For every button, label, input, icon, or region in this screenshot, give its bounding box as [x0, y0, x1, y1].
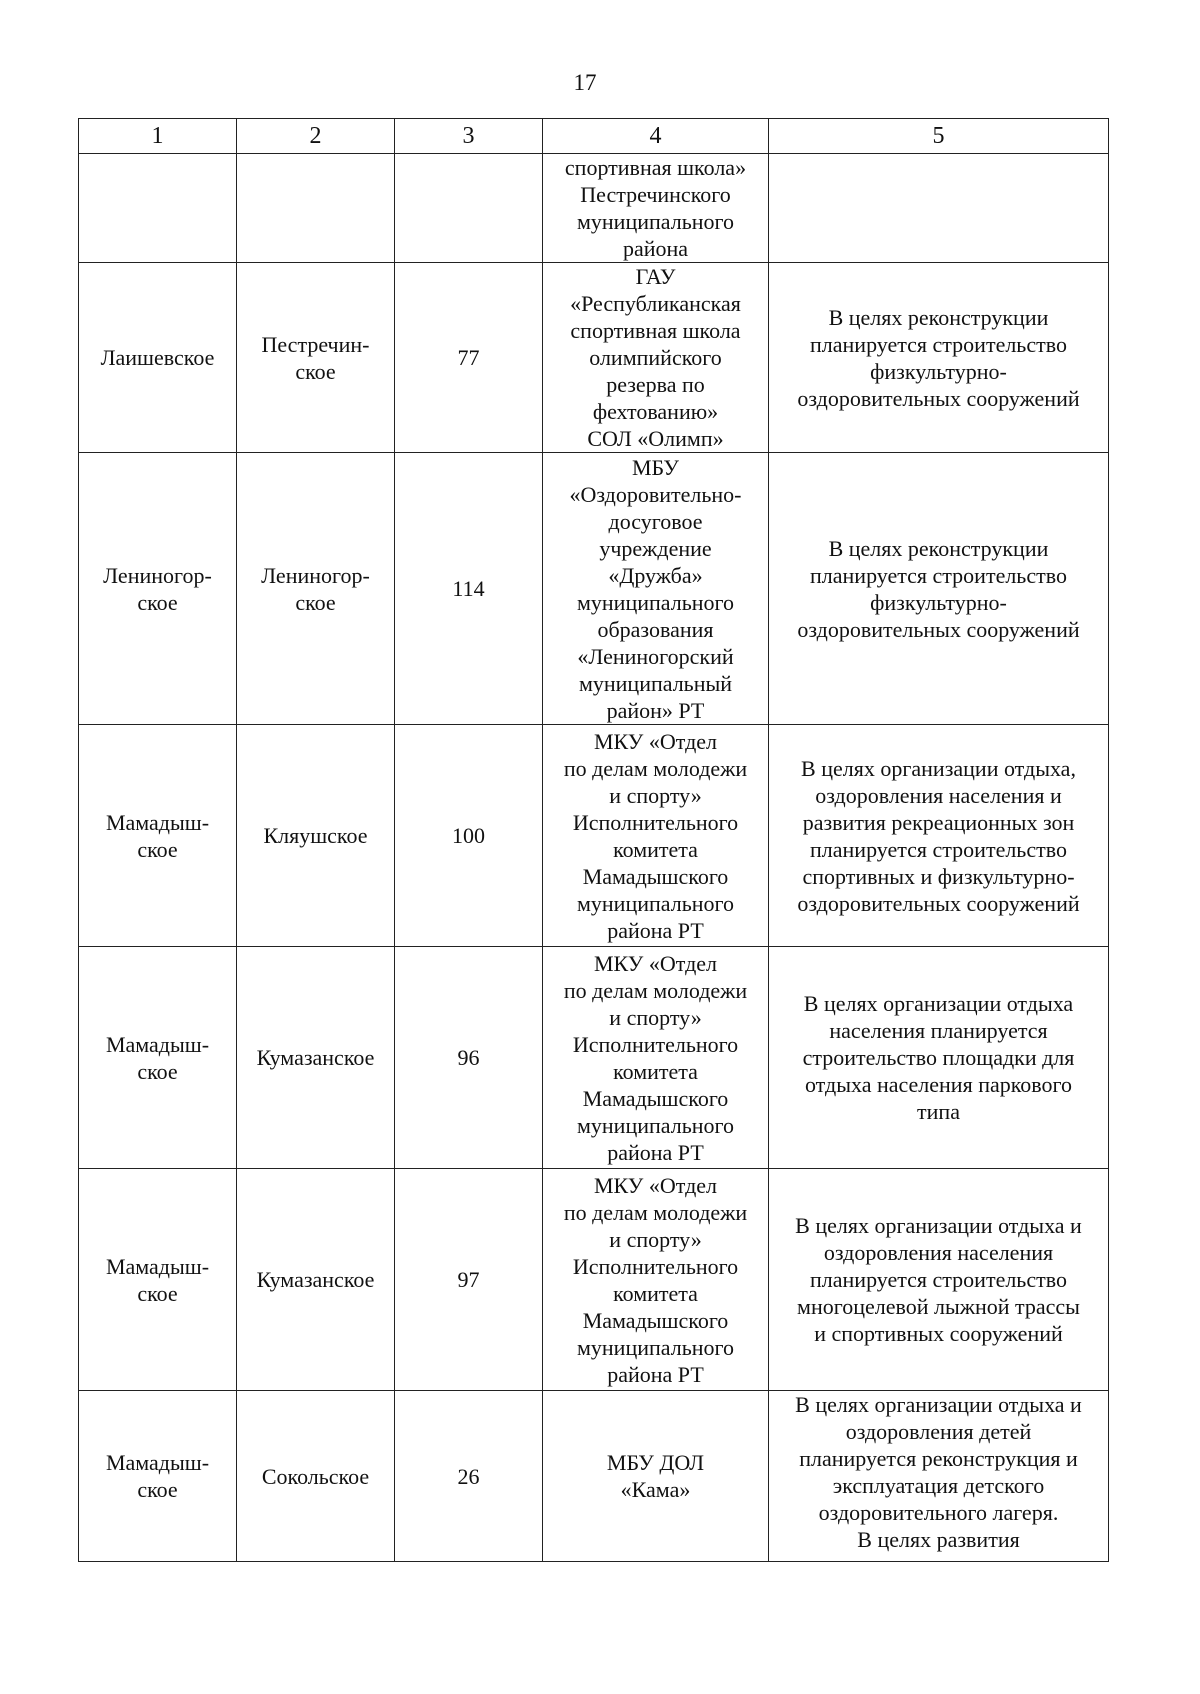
cell-organization: МКУ «Отдел по делам молодежи и спорту» Исполнительного комитета Мамадышского муниципального района РТ — [543, 947, 769, 1169]
cell-municipal-district: Мамадыш- ское — [79, 725, 237, 947]
table-row — [79, 263, 1109, 453]
cell-settlement: Сокольское — [237, 1391, 395, 1562]
column-header-3: 3 — [395, 119, 543, 154]
cell-settlement — [237, 154, 395, 263]
cell-municipal-district: Мамадыш- ское — [79, 1391, 237, 1562]
table-row — [79, 453, 1109, 725]
column-header-1: 1 — [79, 119, 237, 154]
cell-purpose: В целях организации отдыха и оздоровления детей планируется реконструкция и эксплуатация детского оздоровительного лагеря. В целях развития — [769, 1391, 1109, 1562]
column-header-5: 5 — [769, 119, 1109, 154]
cell-number — [395, 154, 543, 263]
column-header-2: 2 — [237, 119, 395, 154]
cell-purpose: В целях организации отдыха, оздоровления населения и развития рекреационных зон планируется строительство спортивных и физкультурно- оздоровительных сооружений — [769, 725, 1109, 947]
cell-settlement: Пестречин- ское — [237, 263, 395, 453]
cell-purpose: В целях реконструкции планируется строительство физкультурно- оздоровительных сооружений — [769, 453, 1109, 725]
cell-purpose — [769, 154, 1109, 263]
cell-settlement: Кляушское — [237, 725, 395, 947]
cell-municipal-district: Мамадыш- ское — [79, 947, 237, 1169]
cell-number: 26 — [395, 1391, 543, 1562]
cell-purpose: В целях организации отдыха населения планируется строительство площадки для отдыха населения паркового типа — [769, 947, 1109, 1169]
cell-organization: МКУ «Отдел по делам молодежи и спорту» Исполнительного комитета Мамадышского муниципального района РТ — [543, 725, 769, 947]
cell-number: 96 — [395, 947, 543, 1169]
cell-number: 114 — [395, 453, 543, 725]
cell-municipal-district: Мамадыш- ское — [79, 1169, 237, 1391]
cell-municipal-district: Лениногор- ское — [79, 453, 237, 725]
cell-number: 100 — [395, 725, 543, 947]
cell-organization: МБУ «Оздоровительно- досуговое учреждение «Дружба» муниципального образования «Лениногорский муниципальный район» РТ — [543, 453, 769, 725]
cell-municipal-district — [79, 154, 237, 263]
table-row — [79, 947, 1109, 1169]
cell-purpose: В целях реконструкции планируется строительство физкультурно- оздоровительных сооружений — [769, 263, 1109, 453]
table-row — [79, 154, 1109, 263]
table-header-row — [79, 119, 1109, 154]
data-table — [78, 118, 1109, 1562]
column-header-4: 4 — [543, 119, 769, 154]
table-row — [79, 1391, 1109, 1562]
cell-municipal-district: Лаишевское — [79, 263, 237, 453]
cell-settlement: Кумазанское — [237, 947, 395, 1169]
cell-organization: МКУ «Отдел по делам молодежи и спорту» Исполнительного комитета Мамадышского муниципального района РТ — [543, 1169, 769, 1391]
cell-organization: спортивная школа» Пестречинского муниципального района — [543, 154, 769, 263]
cell-organization: МБУ ДОЛ «Кама» — [543, 1391, 769, 1562]
table-row — [79, 1169, 1109, 1391]
page-number: 17 — [573, 70, 597, 95]
cell-number: 77 — [395, 263, 543, 453]
cell-purpose: В целях организации отдыха и оздоровления населения планируется строительство многоцелевой лыжной трассы и спортивных сооружений — [769, 1169, 1109, 1391]
cell-settlement: Кумазанское — [237, 1169, 395, 1391]
table-row — [79, 725, 1109, 947]
cell-settlement: Лениногор- ское — [237, 453, 395, 725]
cell-organization: ГАУ «Республиканская спортивная школа олимпийского резерва по фехтованию» СОЛ «Олимп» — [543, 263, 769, 453]
cell-number: 97 — [395, 1169, 543, 1391]
